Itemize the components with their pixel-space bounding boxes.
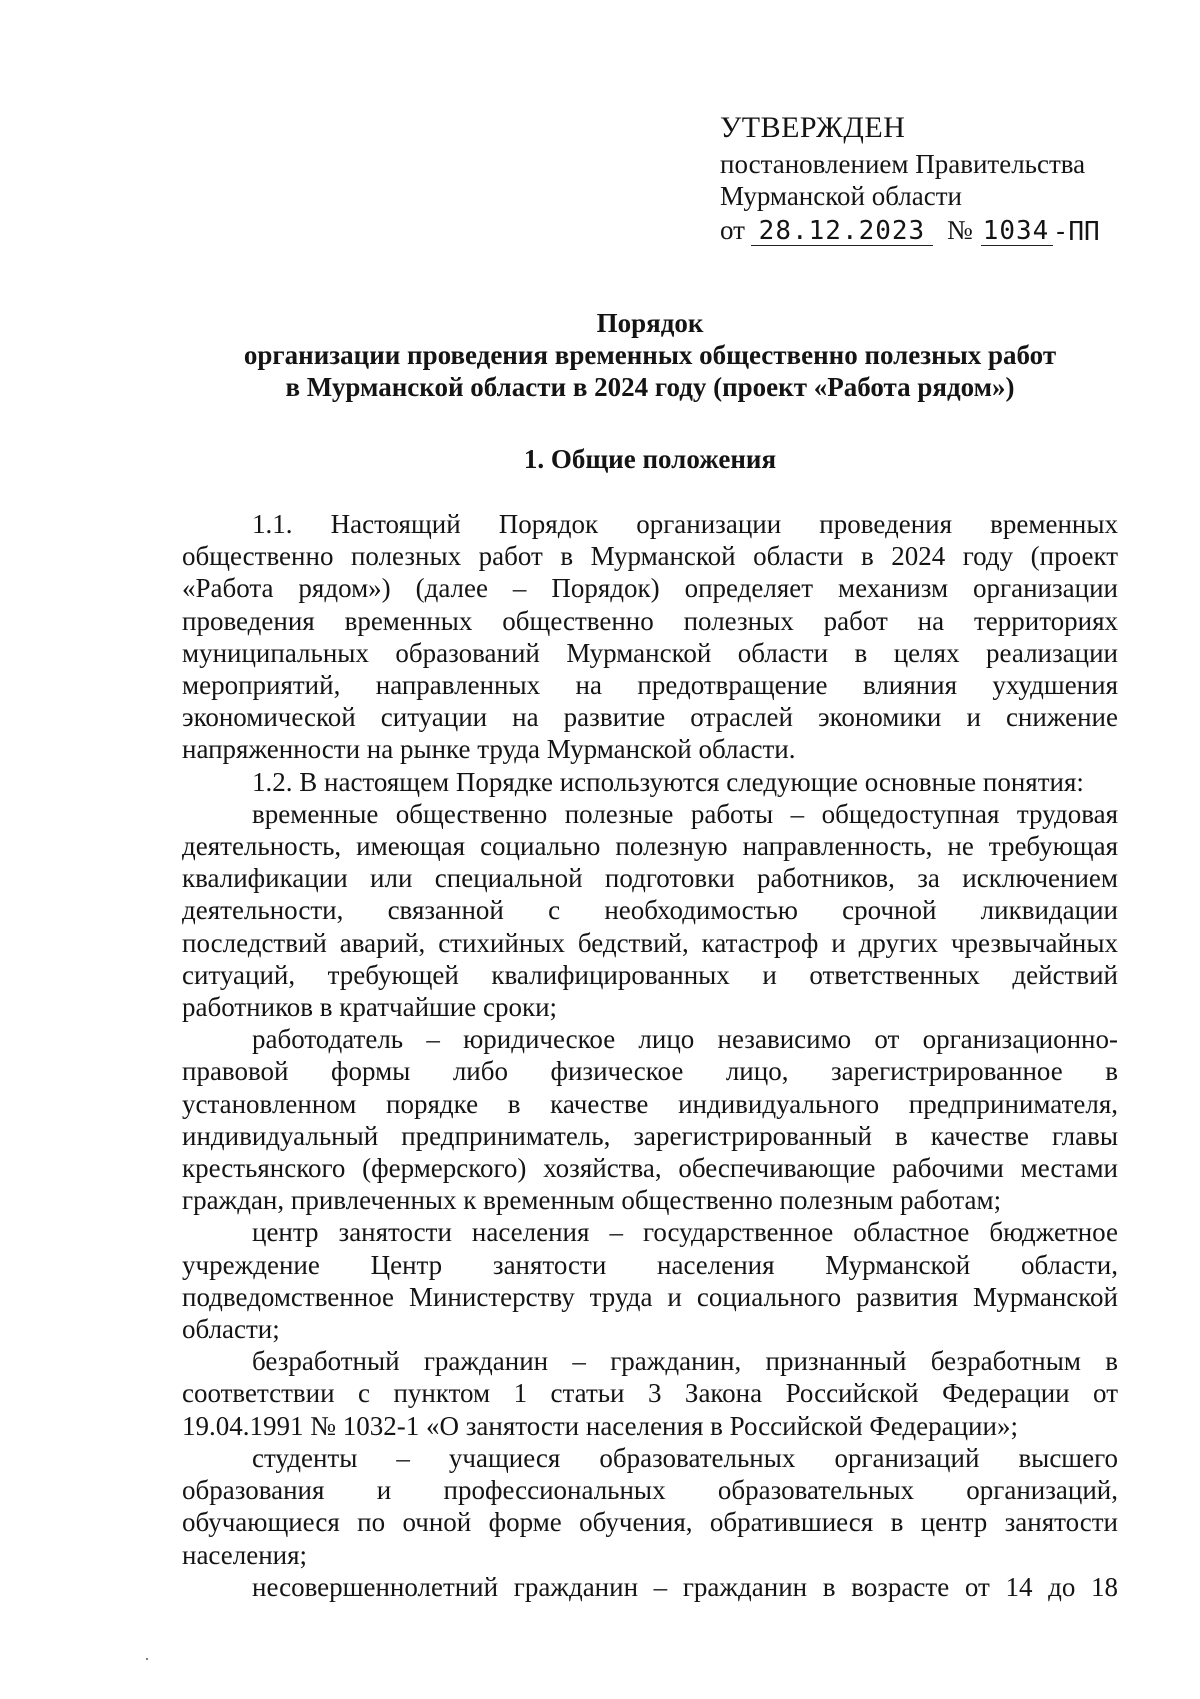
approval-line-1: постановлением Правительства [720, 149, 1086, 179]
paragraph-line: напряженности на рынке труда Мурманской области. [182, 734, 796, 765]
paragraph-line: муниципальных образований Мурманской области в целях реализации [182, 637, 1118, 668]
paragraph-line: студенты – учащиеся образовательных организаций высшего [252, 1442, 1118, 1473]
document-title [180, 307, 1120, 403]
paragraph-line: 1.2. В настоящем Порядке используются следующие основные понятия: [252, 766, 1084, 797]
paragraph-line: центр занятости населения – государственное областное бюджетное [252, 1217, 1118, 1248]
approval-number: 1034 [981, 217, 1053, 246]
date-prefix: от [720, 215, 745, 245]
paragraph-line: последствий аварий, стихийных бедствий, катастроф и других чрезвычайных [182, 927, 1118, 958]
paragraph-line: работников в кратчайшие сроки; [182, 992, 558, 1023]
paragraph-line: ситуаций, требующей квалифицированных и ответственных действий [182, 959, 1118, 990]
approval-date: 28.12.2023 [751, 217, 933, 246]
paragraph-line: образования и профессиональных образовательных организаций, [182, 1475, 1118, 1506]
paragraph-line: области; [182, 1314, 280, 1345]
paragraph-line: крестьянского (фермерского) хозяйства, обеспечивающие рабочими местами [182, 1153, 1118, 1184]
paragraph-line: населения; [182, 1539, 308, 1570]
number-prefix: № [946, 215, 973, 245]
section-heading: 1. Общие положения [523, 444, 777, 474]
approval-line-2: Мурманской области [720, 181, 962, 211]
paragraph-line: проведения временных общественно полезных работ на территориях [182, 605, 1118, 636]
approval-stamp-block [720, 108, 1140, 246]
document-body [182, 508, 1118, 1603]
paragraph-line: установленном порядке в качестве индивидуального предпринимателя, [182, 1088, 1118, 1119]
paragraph-line: правовой формы либо физическое лицо, зарегистрированное в [182, 1056, 1118, 1087]
paragraph-line: 1.1. Настоящий Порядок организации проведения временных [252, 509, 1118, 539]
paragraph-line: 19.04.1991 № 1032-1 «О занятости населения в Российской Федерации»; [182, 1410, 1018, 1441]
title-line-2: организации проведения временных общественно полезных работ [243, 340, 1057, 370]
title-line-1: Порядок [596, 308, 704, 338]
paragraph-line: деятельность, имеющая социально полезную направленность, не требующая [182, 831, 1118, 862]
scan-speck [146, 1658, 148, 1660]
paragraph-line: «Работа рядом») (далее – Порядок) определяет механизм организации [182, 573, 1118, 604]
approval-heading: УТВЕРЖДЕН [720, 111, 906, 144]
paragraph-line: общественно полезных работ в Мурманской области в 2024 году (проект [182, 541, 1118, 572]
paragraph-line: деятельности, связанной с необходимостью срочной ликвидации [182, 895, 1118, 926]
title-line-3: в Мурманской области в 2024 году (проект «Работа рядом») [285, 372, 1015, 402]
paragraph-line: экономической ситуации на развитие отраслей экономики и снижение [182, 702, 1118, 733]
paragraph-line: индивидуальный предприниматель, зарегистрированный в качестве главы [182, 1120, 1118, 1151]
paragraph-line: несовершеннолетний гражданин – гражданин в возрасте от 14 до 18 [252, 1571, 1118, 1602]
paragraph-line: соответствии с пунктом 1 статьи 3 Закона Российской Федерации от [182, 1378, 1118, 1409]
approval-number-suffix: -ПП [1052, 217, 1100, 247]
paragraph-line: безработный гражданин – гражданин, признанный безработным в [252, 1346, 1118, 1377]
paragraph-line: работодатель – юридическое лицо независимо от организационно- [252, 1024, 1118, 1055]
paragraph-line: временные общественно полезные работы – общедоступная трудовая [252, 798, 1118, 829]
approval-reference-line [720, 214, 1140, 246]
paragraph-line: учреждение Центр занятости населения Мурманской области, [182, 1249, 1118, 1280]
paragraph-line: мероприятий, направленных на предотвращение влияния ухудшения [182, 670, 1118, 701]
paragraph-line: обучающиеся по очной форме обучения, обратившиеся в центр занятости [182, 1507, 1118, 1538]
paragraph-line: подведомственное Министерству труда и социального развития Мурманской [182, 1281, 1118, 1312]
paragraph-line: граждан, привлеченных к временным общественно полезным работам; [182, 1185, 1002, 1216]
paragraph-line: квалификации или специальной подготовки работников, за исключением [182, 863, 1118, 894]
